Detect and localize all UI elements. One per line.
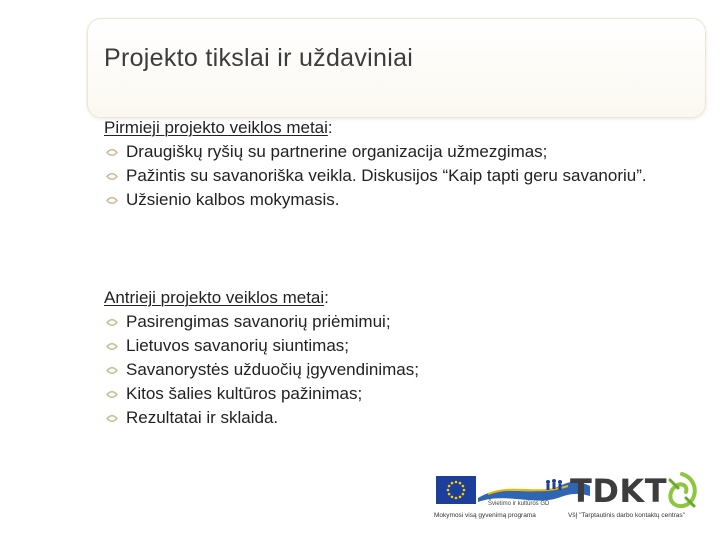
page-title: Projekto tikslai ir uždaviniai: [104, 44, 414, 72]
section-heading: [104, 116, 664, 140]
section-heading-text: Pirmieji projekto veiklos metai: [104, 118, 328, 137]
tdkt-logo-text: TDKT: [570, 472, 668, 510]
list-item-text: Lietuvos savanorių siuntimas;: [126, 336, 350, 355]
list-item-text: Pasirengimas savanorių priėmimui;: [126, 312, 391, 331]
list-item: [104, 140, 664, 164]
section-heading-text: Antrieji projekto veiklos metai: [104, 288, 325, 307]
list-item-text: Kitos šalies kultūros pažinimas;: [126, 384, 363, 403]
bullet-icon: [106, 196, 118, 205]
list-item: [104, 382, 664, 406]
list-item: [104, 334, 664, 358]
list-item-text: Savanorystės užduočių įgyvendinimas;: [126, 360, 419, 379]
section-heading-colon: :: [324, 288, 329, 307]
llp-caption: Mokymosi visą gyvenimą programa: [434, 512, 536, 519]
leaf-swirl-icon: [664, 472, 700, 512]
list-item: [104, 188, 664, 212]
section-heading-colon: :: [327, 118, 333, 137]
tdkt-caption: VšĮ "Tarptautinis darbo kontaktų centras": [568, 512, 685, 519]
bullet-icon: [106, 390, 118, 399]
eu-flag-icon: [436, 476, 476, 504]
section-second-year: [104, 286, 664, 430]
bullet-list: [104, 310, 664, 430]
list-item-text: Užsienio kalbos mokymasis.: [126, 190, 340, 209]
eu-caption: Švietimo ir kultūros GD: [488, 501, 550, 507]
bullet-icon: [106, 172, 118, 181]
bullet-icon: [106, 414, 118, 423]
list-item: [104, 164, 664, 188]
list-item: [104, 406, 664, 430]
bullet-list: [104, 140, 664, 212]
bullet-icon: [106, 366, 118, 375]
list-item-text: Rezultatai ir sklaida.: [126, 408, 279, 427]
bullet-icon: [106, 318, 118, 327]
list-item-text: Pažintis su savanoriška veikla. Diskusijos “Kaip tapti geru savanoriu”.: [126, 166, 647, 185]
list-item-text: Draugiškų ryšių su partnerine organizacija užmezgimas;: [126, 142, 548, 161]
section-heading: [104, 286, 664, 310]
bullet-icon: [106, 342, 118, 351]
list-item: [104, 310, 664, 334]
section-first-year: [104, 116, 664, 212]
list-item: [104, 358, 664, 382]
logo-strip: [432, 468, 702, 528]
bullet-icon: [106, 148, 118, 157]
